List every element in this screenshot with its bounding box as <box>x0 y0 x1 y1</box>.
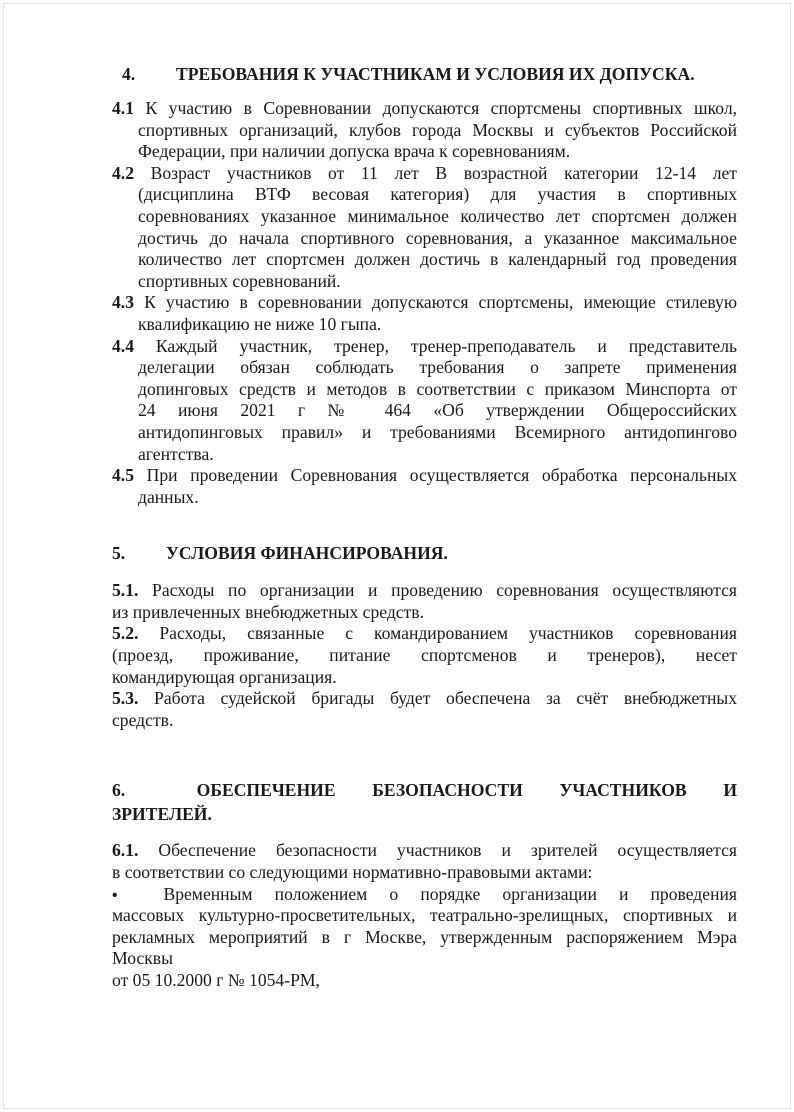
section-4-number: 4. <box>122 64 136 84</box>
item-text: Возраст участников от 11 лет В возрастной категории 12-14 лет <box>134 162 737 183</box>
item-line: антидопинговых правил» и требованиями Всемирного антидопингово <box>138 421 737 442</box>
item-4-2 <box>112 163 737 293</box>
item-4-4 <box>112 336 737 466</box>
bullet-line: Москвы <box>112 948 173 969</box>
item-line: достичь до начала спортивного соревнования, а указанное максимальное <box>138 227 737 248</box>
item-line: спортивных соревнований. <box>138 270 341 291</box>
item-line: квалификацию не ниже 10 гыпа. <box>138 313 382 334</box>
para-line <box>112 623 737 645</box>
item-number: 4.4 <box>112 335 134 356</box>
para-5-1 <box>112 580 737 623</box>
item-text: К участию в соревновании допускаются спортсмены, имеющие стилевую <box>134 292 737 313</box>
section-6-paragraphs <box>112 840 737 991</box>
item-4-1 <box>112 98 737 163</box>
para-line <box>112 840 737 862</box>
item-line <box>112 465 737 487</box>
para-5-3 <box>112 688 737 731</box>
bullet-item <box>112 884 737 992</box>
bullet-text: Временным положением о порядке организации и проведения <box>163 883 737 904</box>
item-line: 24 июня 2021 г № 464 «Об утверждении Общероссийских <box>138 400 737 421</box>
item-line <box>112 98 737 120</box>
item-line <box>112 163 737 185</box>
section-6-title-word: БЕЗОПАСНОСТИ <box>372 780 523 801</box>
item-number: 4.1 <box>112 98 134 118</box>
bullet-icon: • <box>112 886 118 904</box>
item-line: данных. <box>138 486 199 507</box>
para-text: Расходы, связанные с командированием участников соревнования <box>138 623 737 644</box>
para-number: 5.2. <box>112 623 139 644</box>
section-6-title-word: ОБЕСПЕЧЕНИЕ <box>196 780 336 801</box>
item-line: количество лет спортсмен должен достичь в календарный год проведения <box>138 249 737 270</box>
para-6-1 <box>112 840 737 883</box>
para-line: средств. <box>112 709 174 730</box>
item-line: Федерации, при наличии допуска врача к соревнованиям. <box>138 141 571 162</box>
section-6-title-word: УЧАСТНИКОВ <box>559 780 687 801</box>
section-5-number: 5. <box>112 543 126 564</box>
para-line: в соответствии со следующими нормативно-правовыми актами: <box>112 862 593 883</box>
section-6-title-line-1 <box>112 778 737 802</box>
para-line: (проезд, проживание, питание спортсменов и тренеров), несет <box>112 645 737 666</box>
item-line: делегации обязан соблюдать требования о запрете применения <box>138 357 737 378</box>
item-line: допинговых средств и методов в соответствии с приказом Минспорта от <box>138 378 737 399</box>
section-4-items <box>112 98 737 508</box>
bullet-line: рекламных мероприятий в г Москве, утвержденным распоряжением Мэра <box>112 926 737 947</box>
item-number: 4.2 <box>112 162 134 183</box>
section-4-heading <box>122 62 737 86</box>
section-6-title-line-2: ЗРИТЕЛЕЙ. <box>112 804 212 825</box>
para-5-2 <box>112 623 737 688</box>
para-text: Работа судейской бригады будет обеспечена за счёт внебюджетных <box>138 688 737 709</box>
item-line: спортивных организаций, клубов города Москвы и субъектов Российской <box>138 119 737 140</box>
para-line: командирующая организация. <box>112 666 337 687</box>
section-5-title: УСЛОВИЯ ФИНАНСИРОВАНИЯ. <box>166 543 448 564</box>
item-text: К участию в Соревновании допускаются спортсмены спортивных школ, <box>134 98 737 118</box>
para-number: 5.3. <box>112 688 139 709</box>
section-6-heading <box>112 778 737 826</box>
para-number: 5.1. <box>112 580 139 601</box>
item-text: При проведении Соревнования осуществляется обработка персональных <box>134 465 737 486</box>
item-4-3 <box>112 292 737 335</box>
bullet-line: массовых культурно-просветительных, театрально-зрелищных, спортивных и <box>112 905 737 926</box>
item-text: Каждый участник, тренер, тренер-преподаватель и представитель <box>134 335 737 356</box>
para-line: из привлеченных внебюджетных средств. <box>112 601 424 622</box>
para-text: Расходы по организации и проведению соревнования осуществляются <box>138 580 737 601</box>
para-text: Обеспечение безопасности участников и зрителей осуществляется <box>138 840 737 861</box>
para-line <box>112 688 737 710</box>
item-number: 4.5 <box>112 465 134 486</box>
section-4-title: ТРЕБОВАНИЯ К УЧАСТНИКАМ И УСЛОВИЯ ИХ ДОПУСКА. <box>176 64 695 84</box>
para-line <box>112 580 737 602</box>
section-6-title-word: И <box>723 780 737 801</box>
section-5-heading <box>112 541 737 565</box>
item-number: 4.3 <box>112 292 134 313</box>
section-6-number: 6. <box>112 780 126 801</box>
bullet-line <box>112 884 737 906</box>
item-line: (дисциплина ВТФ весовая категория) для участия в спортивных <box>138 184 737 205</box>
item-4-5 <box>112 465 737 508</box>
bullet-line: от 05 10.2000 г № 1054-РМ, <box>112 970 320 990</box>
item-line: соревнованиях указанное минимальное количество лет спортсмен должен <box>138 205 737 226</box>
para-number: 6.1. <box>112 840 139 861</box>
document-body <box>112 62 737 992</box>
item-line <box>112 292 737 314</box>
item-line <box>112 336 737 358</box>
section-5-paragraphs <box>112 580 737 731</box>
item-line: агентства. <box>138 443 214 464</box>
